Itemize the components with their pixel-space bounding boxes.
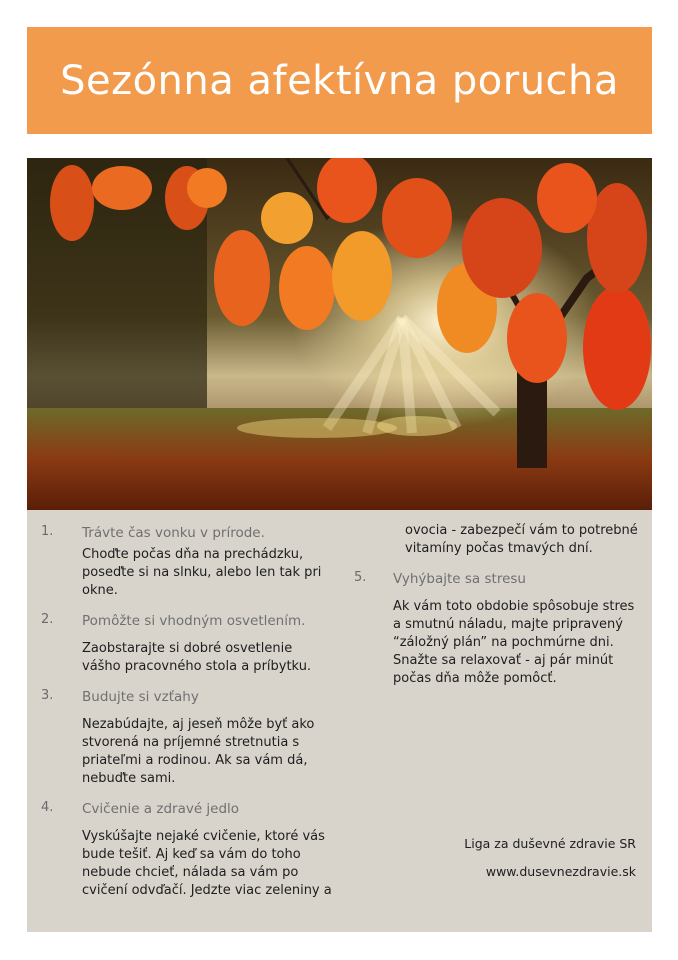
tip-number: 2. <box>41 612 54 627</box>
list-item <box>41 676 341 788</box>
tip-body: Zaobstarajte si dobré osvetlenie vášho pracovného stola a príbytku. <box>82 641 312 674</box>
tip-title: Budujte si vzťahy <box>82 689 199 705</box>
page-title: Sezónna afektívna porucha <box>60 57 619 104</box>
list-item <box>41 510 341 600</box>
tip-title: Cvičenie a zdravé jedlo <box>82 801 240 817</box>
tips-left-column <box>41 510 341 900</box>
tip-body: Vyskúšajte nejaké cvičenie, ktoré vás bude tešiť. Aj keď sa vám do toho nebude chcieť, nálada sa vám po cvičení odvďačí. Jedzte viac zeleniny a <box>82 829 332 898</box>
tip-number: 1. <box>41 524 54 539</box>
list-item <box>41 600 341 676</box>
tip-body: Choďte počas dňa na prechádzku, poseďte si na slnku, alebo len tak pri okne. <box>82 547 322 598</box>
tip-title: Pomôžte si vhodným osvetlením. <box>82 613 306 629</box>
tip-number: 4. <box>41 800 54 815</box>
tips-panel <box>27 510 652 932</box>
organization-name: Liga za duševné zdravie SR <box>464 836 636 851</box>
header-banner <box>27 27 652 134</box>
tip-body: Nezabúdajte, aj jeseň môže byť ako stvorená na príjemné stretnutia s priateľmi a rodinou. Ak sa vám dá, nebuďte sami. <box>82 717 315 786</box>
tip-number: 3. <box>41 688 54 703</box>
tip-number: 5. <box>354 570 367 585</box>
tip-body-continued: ovocia - zabezpečí vám to potrebné vitamíny počas tmavých dní. <box>405 523 638 556</box>
tip-title: Vyhýbajte sa stresu <box>393 571 526 587</box>
tip-title: Trávte čas vonku v prírode. <box>82 525 265 541</box>
list-item <box>41 788 341 900</box>
website-link[interactable]: www.dusevnezdravie.sk <box>485 864 636 879</box>
autumn-tree-sunlight-image <box>27 158 652 510</box>
list-item <box>352 566 642 688</box>
tip-body: Ak vám toto obdobie spôsobuje stres a smutnú náladu, majte pripravený “záložný plán” na pochmúrne dni. Snažte sa relaxovať - aj pár minút počas dňa môže pomôcť. <box>393 599 635 686</box>
